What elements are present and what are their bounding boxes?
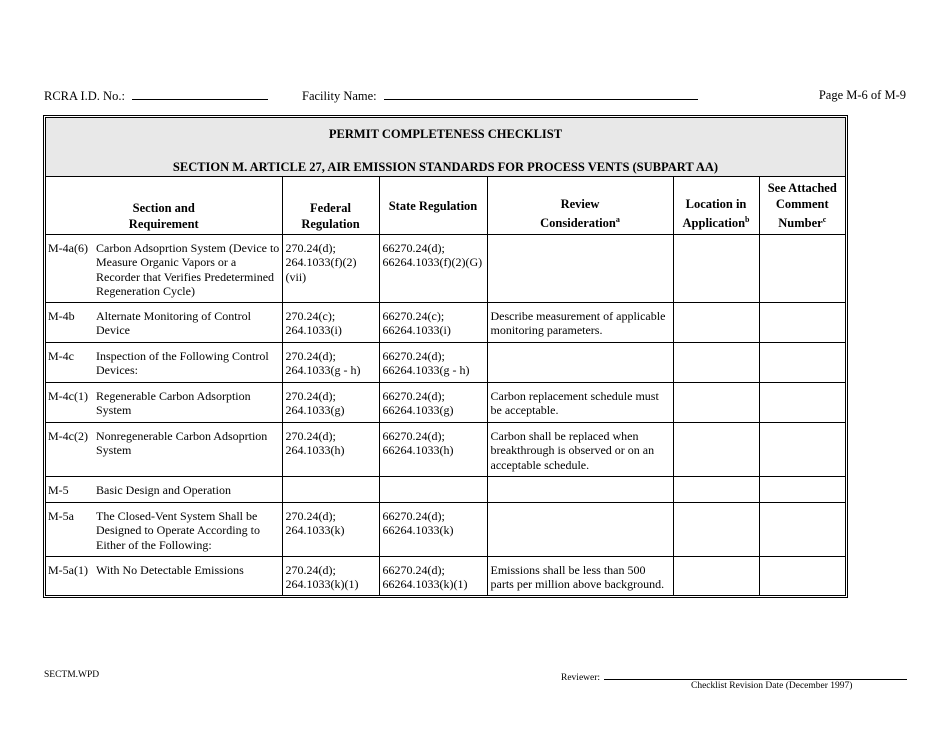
table-row [46, 502, 845, 556]
row-review [487, 502, 673, 556]
table-row [46, 422, 845, 476]
rcra-id-field [44, 88, 268, 104]
row-state: 66270.24(d); 66264.1033(f)(2)(G) [379, 234, 487, 302]
row-review: Emissions shall be less than 500 parts per million above background. [487, 556, 673, 595]
checklist-box [43, 115, 848, 598]
rcra-id-label: RCRA I.D. No.: [44, 89, 125, 103]
row-location [673, 302, 759, 342]
row-federal [282, 476, 379, 502]
revision-date: Checklist Revision Date (December 1997) [691, 681, 853, 691]
row-review [487, 342, 673, 382]
row-id: M-5a [46, 502, 96, 556]
row-comment [759, 422, 845, 476]
checklist-table [46, 177, 845, 595]
row-federal: 270.24(d); 264.1033(k) [282, 502, 379, 556]
table-row [46, 302, 845, 342]
table-row [46, 556, 845, 595]
row-federal: 270.24(c); 264.1033(i) [282, 302, 379, 342]
section-title: SECTION M. ARTICLE 27, AIR EMISSION STANDARDS FOR PROCESS VENTS (SUBPART AA) [172, 160, 719, 174]
row-state [379, 476, 487, 502]
col-review-consideration: Review Consideration$^a$ [487, 177, 673, 234]
row-comment [759, 502, 845, 556]
row-review [487, 234, 673, 302]
column-header-row [46, 177, 845, 234]
row-state: 66270.24(d); 66264.1033(g) [379, 382, 487, 422]
page-number: Page M-6 of M-9 [818, 88, 906, 102]
row-location [673, 476, 759, 502]
reviewer-label: Reviewer: [561, 673, 601, 683]
facility-name-blank [384, 88, 698, 100]
facility-name-label: Facility Name: [302, 89, 377, 103]
row-location [673, 556, 759, 595]
row-requirement: With No Detectable Emissions [96, 556, 282, 595]
row-location [673, 234, 759, 302]
row-review [487, 476, 673, 502]
row-requirement: Alternate Monitoring of Control Device [96, 302, 282, 342]
row-federal: 270.24(d); 264.1033(g - h) [282, 342, 379, 382]
col-see-attached-comment: See Attached Comment Number$^c$ [759, 177, 845, 234]
row-comment [759, 382, 845, 422]
row-location [673, 342, 759, 382]
row-id: M-5a(1) [46, 556, 96, 595]
row-id: M-4c [46, 342, 96, 382]
row-comment [759, 342, 845, 382]
row-comment [759, 302, 845, 342]
row-federal: 270.24(d); 264.1033(k)(1) [282, 556, 379, 595]
row-state: 66270.24(d); 66264.1033(h) [379, 422, 487, 476]
row-requirement: Inspection of the Following Control Devices: [96, 342, 282, 382]
row-requirement: The Closed-Vent System Shall be Designed to Operate According to Either of the Following: [96, 502, 282, 556]
footer-filename: SECTM.WPD [44, 670, 100, 680]
facility-name-field [302, 88, 698, 104]
row-review: Carbon shall be replaced when breakthrough is observed or on an acceptable schedule. [487, 422, 673, 476]
row-requirement: Basic Design and Operation [96, 476, 282, 502]
table-row [46, 382, 845, 422]
table-row [46, 476, 845, 502]
row-id: M-4a(6) [46, 234, 96, 302]
row-location [673, 382, 759, 422]
row-federal: 270.24(d); 264.1033(h) [282, 422, 379, 476]
row-id: M-4c(2) [46, 422, 96, 476]
row-comment [759, 556, 845, 595]
checklist-title-band [46, 118, 845, 177]
row-requirement: Carbon Adsoprtion System (Device to Measure Organic Vapors or a Recorder that Verifies Predetermined Regeneration Cycle) [96, 234, 282, 302]
row-location [673, 502, 759, 556]
table-row [46, 342, 845, 382]
row-location [673, 422, 759, 476]
col-section-requirement: Section and Requirement [46, 177, 282, 234]
col-federal-regulation: Federal Regulation [282, 177, 379, 234]
row-state: 66270.24(d); 66264.1033(k)(1) [379, 556, 487, 595]
row-review: Describe measurement of applicable monitoring parameters. [487, 302, 673, 342]
row-state: 66270.24(c); 66264.1033(i) [379, 302, 487, 342]
reviewer-blank [604, 670, 907, 680]
rcra-id-blank [132, 88, 268, 100]
row-id: M-5 [46, 476, 96, 502]
row-requirement: Nonregenerable Carbon Adsoprtion System [96, 422, 282, 476]
row-federal: 270.24(d); 264.1033(g) [282, 382, 379, 422]
row-id: M-4c(1) [46, 382, 96, 422]
table-row [46, 234, 845, 302]
row-comment [759, 476, 845, 502]
row-state: 66270.24(d); 66264.1033(g - h) [379, 342, 487, 382]
row-federal: 270.24(d); 264.1033(f)(2)(vii) [282, 234, 379, 302]
row-id: M-4b [46, 302, 96, 342]
row-state: 66270.24(d); 66264.1033(k) [379, 502, 487, 556]
row-review: Carbon replacement schedule must be acceptable. [487, 382, 673, 422]
col-state-regulation: State Regulation [379, 177, 487, 234]
row-comment [759, 234, 845, 302]
col-location-in-application: Location in Application$^b$ [673, 177, 759, 234]
row-requirement: Regenerable Carbon Adsorption System [96, 382, 282, 422]
checklist-title: PERMIT COMPLETENESS CHECKLIST [328, 127, 563, 141]
